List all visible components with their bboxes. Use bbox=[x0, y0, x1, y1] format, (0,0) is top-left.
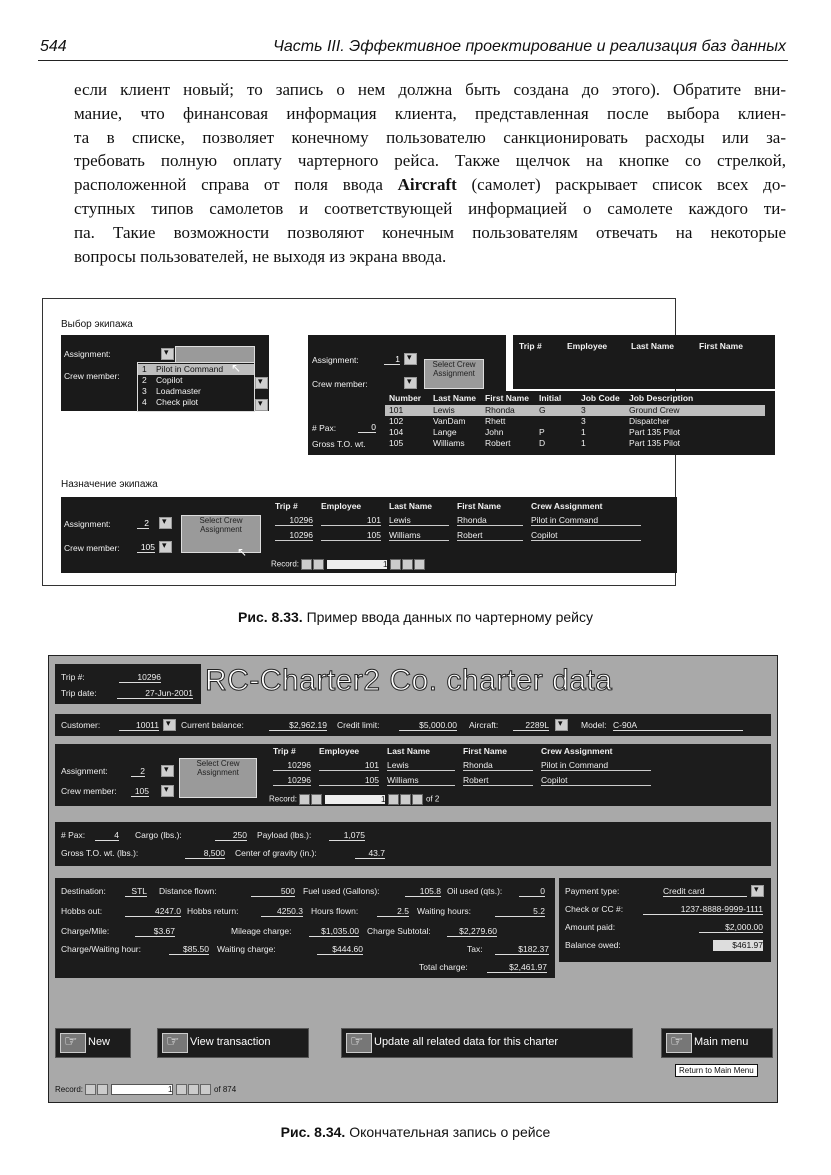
column-header: First Name bbox=[457, 501, 501, 511]
cog-value: 43.7 bbox=[355, 848, 385, 859]
pax-value[interactable]: 0 bbox=[358, 422, 376, 433]
dropdown-item-role: Pilot in Command bbox=[156, 364, 224, 374]
table-cell: Rhonda bbox=[463, 760, 533, 771]
table-cell: Part 135 Pilot bbox=[629, 438, 681, 448]
gross-weight-label: Gross T.O. wt. (lbs.): bbox=[61, 848, 139, 858]
table-cell: Ground Crew bbox=[629, 405, 680, 415]
employee-list[interactable] bbox=[385, 391, 775, 455]
assignment-value[interactable]: 2 bbox=[131, 766, 145, 777]
new-button-label: New bbox=[88, 1036, 111, 1048]
payload-label: Payload (lbs.): bbox=[257, 830, 312, 840]
customer-label: Customer: bbox=[61, 720, 101, 730]
balance-owed-value: $461.97 bbox=[713, 940, 763, 951]
column-header: Initial bbox=[539, 393, 562, 403]
record-label: Record: bbox=[55, 1085, 84, 1094]
tax-value: $182.37 bbox=[495, 944, 549, 955]
table-cell: 3 bbox=[581, 416, 586, 426]
crew-member-combo[interactable] bbox=[404, 377, 417, 389]
check-cc-label: Check or CC #: bbox=[565, 904, 624, 914]
charge-mile-value: $3.67 bbox=[135, 926, 175, 937]
waiting-hours-value[interactable]: 5.2 bbox=[495, 906, 545, 917]
waiting-charge-label: Waiting charge: bbox=[217, 944, 276, 954]
prev-record-button[interactable] bbox=[313, 559, 324, 570]
crew-member-value[interactable]: 105 bbox=[131, 786, 149, 797]
table-cell: 1 bbox=[581, 427, 586, 437]
table-row[interactable] bbox=[267, 760, 767, 773]
mileage-charge-label: Mileage charge: bbox=[231, 926, 292, 936]
page-number: 544 bbox=[40, 38, 67, 55]
dropdown-item-number: 2 bbox=[142, 375, 147, 385]
crew-member-label: Crew member: bbox=[312, 379, 368, 389]
view-transaction-button[interactable] bbox=[157, 1028, 309, 1058]
crew-record-navigator bbox=[269, 794, 439, 805]
record-number[interactable]: 1 bbox=[111, 1084, 173, 1095]
pax-label: # Pax: bbox=[61, 830, 86, 840]
running-header bbox=[38, 38, 788, 61]
dropdown-scroll-down[interactable] bbox=[255, 377, 268, 389]
last-record-button[interactable] bbox=[400, 794, 411, 805]
trip-date-label: Trip date: bbox=[61, 688, 97, 698]
figure-8-33 bbox=[42, 298, 743, 586]
dropdown-item-number: 3 bbox=[142, 386, 147, 396]
table-cell: P bbox=[539, 427, 545, 437]
table-row[interactable] bbox=[385, 416, 765, 427]
balance-owed-label: Balance owed: bbox=[565, 940, 621, 950]
employee-grid bbox=[385, 393, 775, 455]
payment-type-value[interactable]: Credit card bbox=[663, 886, 747, 897]
table-cell: 10296 bbox=[273, 775, 311, 786]
column-header: First Name bbox=[463, 746, 507, 756]
new-record-button[interactable] bbox=[414, 559, 425, 570]
crew-member-label: Crew member: bbox=[64, 543, 120, 553]
last-record-button[interactable] bbox=[402, 559, 413, 570]
hours-flown-label: Hours flown: bbox=[311, 906, 359, 916]
record-of-count: of 2 bbox=[425, 794, 440, 804]
column-header: First Name bbox=[699, 341, 743, 351]
column-header: Crew Assignment bbox=[531, 501, 603, 511]
table-row[interactable] bbox=[269, 530, 675, 543]
table-cell: 10296 bbox=[273, 760, 311, 771]
table-row[interactable] bbox=[385, 438, 765, 449]
table-row[interactable] bbox=[269, 515, 675, 528]
subtotal-label: Charge Subtotal: bbox=[367, 926, 431, 936]
table-cell: 105 bbox=[389, 438, 404, 448]
column-header: Employee bbox=[567, 341, 608, 351]
figure-8-34 bbox=[48, 655, 778, 1103]
new-record-button[interactable] bbox=[200, 1084, 211, 1095]
amount-paid-label: Amount paid: bbox=[565, 922, 616, 932]
new-record-button[interactable] bbox=[412, 794, 423, 805]
crew-member-label: Crew member: bbox=[64, 371, 120, 381]
table-cell: Copilot bbox=[541, 775, 651, 786]
gross-weight-label: Gross T.O. wt. bbox=[312, 439, 366, 449]
dropdown-item-role: Check pilot bbox=[156, 397, 199, 407]
table-cell: Lewis bbox=[387, 760, 455, 771]
column-header: Trip # bbox=[273, 746, 296, 756]
assignment-combo[interactable] bbox=[404, 353, 417, 365]
assignment-combo[interactable] bbox=[161, 348, 174, 360]
table-cell: Robert bbox=[457, 530, 523, 541]
column-header: First Name bbox=[485, 393, 529, 403]
tooltip: Return to Main Menu bbox=[675, 1064, 758, 1077]
assignment-label: Assignment: bbox=[64, 349, 111, 359]
table-cell: G bbox=[539, 405, 546, 415]
caption-text: Окончательная запись о рейсе bbox=[345, 1124, 551, 1140]
table-cell: Rhonda bbox=[485, 405, 515, 415]
caption-text: Пример ввода данных по чартерному рейсу bbox=[302, 609, 593, 625]
table-cell: 101 bbox=[319, 760, 379, 771]
dropdown-item[interactable] bbox=[138, 397, 254, 408]
fuel-label: Fuel used (Gallons): bbox=[303, 886, 380, 896]
column-header: Trip # bbox=[275, 501, 298, 511]
gross-weight-value: 8,500 bbox=[185, 848, 225, 859]
hobbs-return-value[interactable]: 4250.3 bbox=[261, 906, 303, 917]
record-navigator bbox=[271, 559, 426, 570]
table-cell: Dispatcher bbox=[629, 416, 670, 426]
dropdown-item-number: 1 bbox=[142, 364, 147, 374]
oil-label: Oil used (qts.): bbox=[447, 886, 503, 896]
table-cell: Part 135 Pilot bbox=[629, 427, 681, 437]
credit-limit-value: $5,000.00 bbox=[399, 720, 457, 731]
form-title: RC-Charter2 Co. charter data bbox=[205, 664, 613, 697]
trip-number-label: Trip #: bbox=[61, 672, 85, 682]
payload-value: 1,075 bbox=[329, 830, 365, 841]
record-number[interactable]: 1 bbox=[327, 560, 387, 569]
prev-record-button[interactable] bbox=[311, 794, 322, 805]
table-cell: VanDam bbox=[433, 416, 466, 426]
fuel-value[interactable]: 105.8 bbox=[405, 886, 441, 897]
select-crew-button[interactable] bbox=[424, 359, 484, 389]
amount-paid-value[interactable]: $2,000.00 bbox=[699, 922, 763, 933]
total-charge-value: $2,461.97 bbox=[487, 962, 547, 973]
main-menu-label: Main menu bbox=[694, 1036, 749, 1048]
table-cell: Rhett bbox=[485, 416, 506, 426]
dropdown-item[interactable] bbox=[138, 375, 254, 386]
table-cell: 102 bbox=[389, 416, 404, 426]
hours-flown-value: 2.5 bbox=[377, 906, 409, 917]
table-cell: Williams bbox=[387, 775, 455, 786]
cargo-value[interactable]: 250 bbox=[215, 830, 247, 841]
column-header: Last Name bbox=[433, 393, 476, 403]
dropdown-item[interactable] bbox=[138, 386, 254, 397]
table-cell: 101 bbox=[389, 405, 404, 415]
bold-term: Aircraft bbox=[397, 175, 457, 195]
hobbs-out-label: Hobbs out: bbox=[61, 906, 103, 916]
table-cell: 101 bbox=[321, 515, 381, 526]
column-header: Last Name bbox=[631, 341, 674, 351]
paragraph-line: мание, что финансовая информация клиента, представленная после выбора клиен- bbox=[74, 103, 786, 123]
table-cell: 1 bbox=[581, 438, 586, 448]
table-cell: 105 bbox=[319, 775, 379, 786]
mouse-pointer-icon: ↖ bbox=[231, 361, 242, 375]
table-cell: 104 bbox=[389, 427, 404, 437]
model-label: Model: bbox=[581, 720, 607, 730]
last-record-button[interactable] bbox=[188, 1084, 199, 1095]
caption-number: Рис. 8.34. bbox=[280, 1124, 346, 1140]
table-cell: Lewis bbox=[433, 405, 455, 415]
table-cell: Williams bbox=[433, 438, 465, 448]
dropdown-item-role: Copilot bbox=[156, 375, 183, 385]
total-charge-label: Total charge: bbox=[419, 962, 468, 972]
table-cell: Lewis bbox=[389, 515, 449, 526]
trip-date-value[interactable]: 27-Jun-2001 bbox=[117, 688, 193, 699]
balance-label: Current balance: bbox=[181, 720, 244, 730]
assignment-value[interactable]: 1 bbox=[384, 354, 400, 365]
pax-value[interactable]: 4 bbox=[95, 830, 119, 841]
record-navigator bbox=[55, 1084, 236, 1095]
table-cell: John bbox=[485, 427, 504, 437]
table-cell: 105 bbox=[321, 530, 381, 541]
crew-selection-form bbox=[61, 335, 269, 411]
payment-type-combo[interactable] bbox=[751, 885, 764, 897]
first-record-button[interactable] bbox=[301, 559, 312, 570]
update-charter-button[interactable] bbox=[341, 1028, 633, 1058]
table-row[interactable] bbox=[267, 775, 767, 788]
caption-number: Рис. 8.33. bbox=[238, 609, 303, 625]
trip-number-value[interactable]: 10296 bbox=[119, 672, 161, 683]
figure-caption-8-34 bbox=[0, 1124, 831, 1140]
main-menu-button[interactable] bbox=[661, 1028, 773, 1058]
table-cell: Pilot in Command bbox=[541, 760, 651, 771]
pointing-hand-icon bbox=[162, 1033, 188, 1053]
table-row[interactable] bbox=[385, 405, 765, 416]
assignment-label: Assignment: bbox=[312, 355, 359, 365]
charge-waiting-label: Charge/Waiting hour: bbox=[61, 944, 142, 954]
destination-label: Destination: bbox=[61, 886, 106, 896]
cargo-label: Cargo (lbs.): bbox=[135, 830, 182, 840]
weight-panel bbox=[55, 822, 771, 866]
distance-label: Distance flown: bbox=[159, 886, 217, 896]
select-crew-button[interactable] bbox=[181, 515, 261, 553]
paragraph-line: па. Такие возможности позволяют конечным пользователям отвечать на некоторые bbox=[74, 222, 786, 242]
section-title-crew-selection: Выбор экипажа bbox=[61, 319, 133, 330]
column-header: Last Name bbox=[387, 746, 430, 756]
pointing-hand-icon bbox=[666, 1033, 692, 1053]
table-row[interactable] bbox=[385, 427, 765, 438]
charge-waiting-value: $85.50 bbox=[169, 944, 209, 955]
running-title: Часть III. Эффективное проектирование и реализация баз данных bbox=[273, 38, 786, 55]
table-cell: Williams bbox=[389, 530, 449, 541]
crew-assignment-grid bbox=[267, 746, 767, 792]
table-cell: Pilot in Command bbox=[531, 515, 641, 526]
column-header: Job Description bbox=[629, 393, 694, 403]
dropdown-item-role: Loadmaster bbox=[156, 386, 201, 396]
table-cell: Rhonda bbox=[457, 515, 523, 526]
update-charter-label: Update all related data for this charter bbox=[374, 1036, 559, 1048]
pointing-hand-icon bbox=[346, 1033, 372, 1053]
balance-value: $2,962.19 bbox=[269, 720, 327, 731]
mileage-charge-value: $1,035.00 bbox=[309, 926, 359, 937]
select-crew-button-label: Select Crew Assignment bbox=[199, 516, 243, 534]
payment-panel bbox=[559, 878, 771, 962]
assignment-label: Assignment: bbox=[64, 519, 111, 529]
crew-panel bbox=[55, 744, 771, 806]
paragraph-line: требовать полную оплату чартерного рейса. Также щелчок на кнопке со стрелкой, bbox=[74, 151, 786, 171]
pointing-hand-icon bbox=[60, 1033, 86, 1053]
flight-charges-panel bbox=[55, 878, 555, 978]
table-cell: D bbox=[539, 438, 546, 448]
table-cell: Robert bbox=[485, 438, 511, 448]
credit-limit-label: Credit limit: bbox=[337, 720, 380, 730]
new-button[interactable] bbox=[55, 1028, 131, 1058]
hobbs-return-label: Hobbs return: bbox=[187, 906, 239, 916]
customer-value[interactable]: 10011 bbox=[119, 720, 159, 731]
crew-assignment-grid bbox=[269, 501, 675, 557]
first-record-button[interactable] bbox=[85, 1084, 96, 1095]
tax-label: Tax: bbox=[467, 944, 483, 954]
select-crew-button-label: Select Crew Assignment bbox=[432, 360, 476, 378]
waiting-charge-value: $444.60 bbox=[317, 944, 363, 955]
record-number[interactable]: 1 bbox=[325, 795, 385, 804]
view-transaction-label: View transaction bbox=[190, 1036, 271, 1048]
paragraph-line: если клиент новый; то запись о нем должна быть создана до этого). Обратите вни- bbox=[74, 80, 786, 99]
dropdown-item-number: 4 bbox=[142, 397, 147, 407]
record-label: Record: bbox=[271, 559, 300, 569]
column-header: Job Code bbox=[581, 393, 620, 403]
aircraft-combo[interactable] bbox=[555, 719, 568, 731]
crew-member-combo[interactable] bbox=[159, 541, 172, 553]
table-cell: 3 bbox=[581, 405, 586, 415]
crew-member-combo[interactable] bbox=[161, 785, 174, 797]
select-crew-button[interactable] bbox=[179, 758, 257, 798]
column-header: Number bbox=[389, 393, 422, 403]
trip-info-panel bbox=[55, 664, 201, 704]
waiting-hours-label: Waiting hours: bbox=[417, 906, 472, 916]
crew-member-label: Crew member: bbox=[61, 786, 117, 796]
crew-member-value[interactable]: 105 bbox=[137, 542, 155, 553]
assignment-value[interactable]: 2 bbox=[137, 518, 149, 529]
figure-caption-8-33 bbox=[0, 609, 831, 625]
table-cell: 10296 bbox=[275, 515, 313, 526]
oil-value[interactable]: 0 bbox=[519, 886, 545, 897]
column-header: Employee bbox=[319, 746, 360, 756]
trip-headers bbox=[513, 341, 775, 353]
hobbs-out-value[interactable]: 4247.0 bbox=[125, 906, 181, 917]
prev-record-button[interactable] bbox=[97, 1084, 108, 1095]
pax-label: # Pax: bbox=[312, 423, 337, 433]
select-crew-button-label: Select Crew Assignment bbox=[196, 759, 240, 777]
section-title-crew-assignment: Назначение экипажа bbox=[61, 479, 158, 490]
paragraph-line: вопросы пользователей, не выходя из экрана ввода. bbox=[74, 246, 447, 266]
charge-mile-label: Charge/Mile: bbox=[61, 926, 110, 936]
table-cell: 10296 bbox=[275, 530, 313, 541]
next-record-button[interactable] bbox=[388, 794, 399, 805]
table-cell: Robert bbox=[463, 775, 533, 786]
column-header: Crew Assignment bbox=[541, 746, 613, 756]
check-cc-value[interactable]: 1237-8888-9999-1111 bbox=[643, 904, 763, 915]
paragraph-line: расположенной справа от поля ввода Aircraft (самолет) раскрывает список всех до- bbox=[74, 175, 786, 195]
table-cell: Lange bbox=[433, 427, 457, 437]
customer-combo[interactable] bbox=[163, 719, 176, 731]
first-record-button[interactable] bbox=[299, 794, 310, 805]
distance-value[interactable]: 500 bbox=[251, 886, 295, 897]
customer-panel bbox=[55, 714, 771, 736]
assignment-combo[interactable] bbox=[161, 765, 174, 777]
crew-assignment-form bbox=[61, 497, 677, 573]
cog-label: Center of gravity (in.): bbox=[235, 848, 317, 858]
column-header: Employee bbox=[321, 501, 362, 511]
paragraph-line: ступных типов самолетов и соответствующей информацией о самолете каждого ти- bbox=[74, 198, 786, 218]
trip-header-strip bbox=[513, 335, 775, 389]
model-value: C-90A bbox=[613, 720, 743, 731]
record-of-count: of 874 bbox=[213, 1085, 237, 1094]
paragraph-line: та в списке, позволяет конечному пользователю санкционировать расходы или за- bbox=[74, 127, 786, 147]
subtotal-value: $2,279.60 bbox=[447, 926, 497, 937]
table-cell: Copilot bbox=[531, 530, 641, 541]
aircraft-label: Aircraft: bbox=[469, 720, 499, 730]
next-record-button[interactable] bbox=[390, 559, 401, 570]
next-record-button[interactable] bbox=[176, 1084, 187, 1095]
payment-type-label: Payment type: bbox=[565, 886, 620, 896]
column-header: Last Name bbox=[389, 501, 432, 511]
destination-value[interactable]: STL bbox=[125, 886, 147, 897]
column-header: Trip # bbox=[519, 341, 542, 351]
aircraft-value[interactable]: 2289L bbox=[513, 720, 549, 731]
mouse-pointer-icon: ↖ bbox=[237, 545, 248, 559]
dropdown-scroll-end[interactable] bbox=[255, 399, 268, 411]
body-paragraph bbox=[74, 78, 786, 268]
assignment-label: Assignment: bbox=[61, 766, 108, 776]
assignment-combo[interactable] bbox=[159, 517, 172, 529]
record-label: Record: bbox=[269, 794, 298, 804]
